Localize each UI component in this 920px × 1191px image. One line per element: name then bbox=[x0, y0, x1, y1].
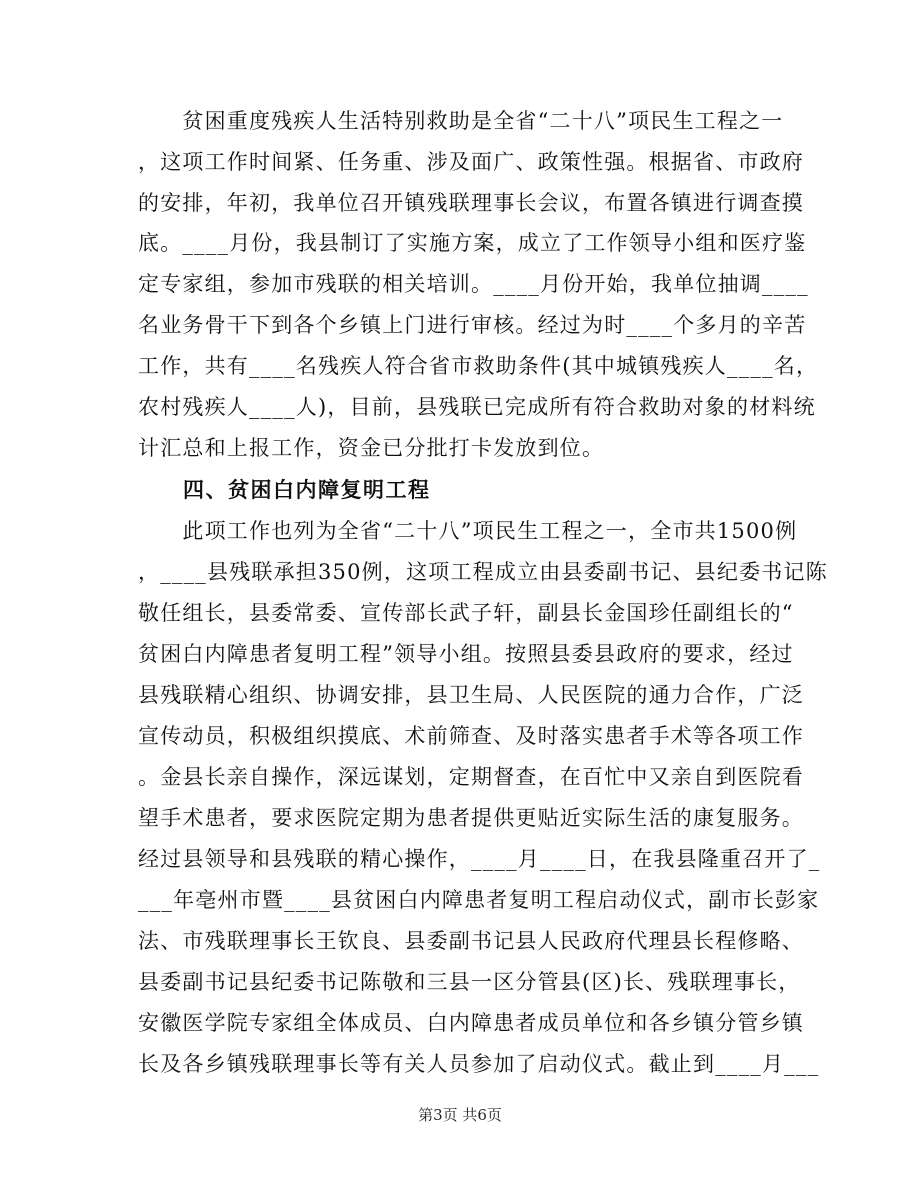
paragraph-line: 敬任组长，县委常委、宣传部长武子轩，副县长金国珍任副组长的“ bbox=[138, 601, 794, 625]
paragraph-line: 的安排，年初，我单位召开镇残联理事长会议，布置各镇进行调查摸 bbox=[138, 191, 804, 215]
paragraph-line: 贫困白内障患者复明工程”领导小组。按照县委县政府的要求，经过 bbox=[138, 642, 794, 666]
paragraph-line: 计汇总和上报工作，资金已分批打卡发放到位。 bbox=[138, 436, 605, 460]
paragraph-line: ___年亳州市暨____县贫困白内障患者复明工程启动仪式，副市长彭家 bbox=[138, 888, 820, 912]
paragraph-line: 县残联精心组织、协调安排，县卫生局、人民医院的通力合作，广泛 bbox=[138, 683, 804, 707]
paragraph-line: ，这项工作时间紧、任务重、涉及面广、政策性强。根据省、市政府 bbox=[138, 150, 804, 174]
paragraph-line: 此项工作也列为全省“二十八”项民生工程之一，全市共1500例 bbox=[138, 519, 798, 543]
section-heading: 四、贫困白内障复明工程 bbox=[138, 477, 431, 502]
paragraph-line: 宣传动员，积极组织摸底、术前筛查、及时落实患者手术等各项工作 bbox=[138, 724, 804, 748]
paragraph-line: 底。____月份，我县制订了实施方案，成立了工作领导小组和医疗鉴 bbox=[138, 231, 807, 255]
paragraph-line: 贫困重度残疾人生活特别救助是全省“二十八”项民生工程之一 bbox=[138, 109, 784, 133]
paragraph-line: 工作，共有____名残疾人符合省市救助条件(其中城镇残疾人____名， bbox=[138, 354, 819, 378]
paragraph-line: 长及各乡镇残联理事长等有关人员参加了启动仪式。截止到____月___ bbox=[138, 1052, 820, 1076]
paragraph-line: 定专家组，参加市残联的相关培训。____月份开始，我单位抽调____ bbox=[138, 272, 809, 296]
paragraph-line: 。金县长亲自操作，深远谋划，定期督查，在百忙中又亲自到医院看 bbox=[138, 765, 804, 789]
paragraph-line: 县委副书记县纪委书记陈敬和三县一区分管县(区)长、残联理事长， bbox=[138, 970, 801, 994]
paragraph-line: ，____县残联承担350例，这项工程成立由县委副书记、县纪委书记陈 bbox=[138, 560, 828, 584]
paragraph-line: 法、市残联理事长王钦良、县委副书记县人民政府代理县长程修略、 bbox=[138, 929, 804, 953]
paragraph-line: 农村残疾人____人)，目前，县残联已完成所有符合救助对象的材料统 bbox=[138, 395, 816, 419]
paragraph-line: 安徽医学院专家组全体成员、白内障患者成员单位和各乡镇分管乡镇 bbox=[138, 1011, 804, 1035]
page-footer: 第3页 共6页 bbox=[418, 1106, 502, 1124]
paragraph-line: 经过县领导和县残联的精心操作，____月____日，在我县隆重召开了_ bbox=[138, 847, 821, 871]
paragraph-line: 名业务骨干下到各个乡镇上门进行审核。经过为时____个多月的辛苦 bbox=[138, 313, 807, 337]
paragraph-line: 望手术患者，要求医院定期为患者提供更贴近实际生活的康复服务。 bbox=[138, 806, 804, 830]
